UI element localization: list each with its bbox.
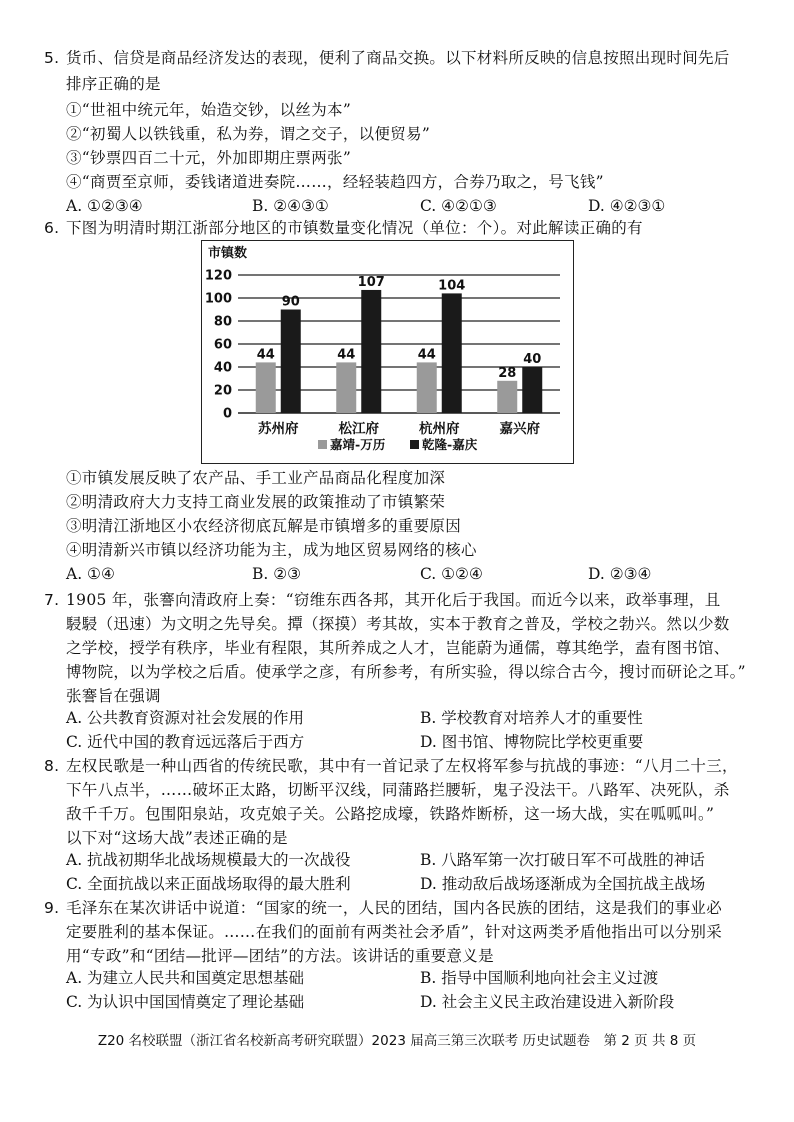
question-stem: 张謇旨在强调 xyxy=(66,687,161,705)
legend-label: 嘉靖-万历 xyxy=(330,437,386,452)
option-b[interactable]: B. 八路军第一次打破日军不可战胜的神话 xyxy=(420,851,705,869)
question-number: 7. xyxy=(44,591,60,609)
question-stem: 敌千千万。包围阳泉站，攻克娘子关。公路挖成壕，铁路炸断桥，这一场大战，实在呱呱叫。” xyxy=(66,805,715,823)
y-tick-label: 40 xyxy=(213,360,232,376)
question-stem: 1905 年，张謇向清政府上奏：“窃维东西各邦，其开化后于我国。而近今以来，政举事理，且 xyxy=(66,591,721,609)
bar xyxy=(281,310,301,414)
data-label: 28 xyxy=(498,365,517,381)
option-c[interactable]: C. 近代中国的教育远远落后于西方 xyxy=(66,733,305,751)
option-d[interactable]: D. 社会主义民主政治建设进入新阶段 xyxy=(420,993,675,1011)
option-d[interactable]: D. 推动敌后战场逐渐成为全国抗战主战场 xyxy=(420,875,706,893)
bar-chart-svg xyxy=(202,241,573,463)
question-stem: 排序正确的是 xyxy=(66,75,161,93)
bar xyxy=(336,362,356,413)
option-a[interactable]: A. 抗战初期华北战场规模最大的一次战役 xyxy=(66,851,351,869)
data-label: 90 xyxy=(281,294,300,310)
x-tick-label: 杭州府 xyxy=(419,421,460,437)
x-tick-label: 苏州府 xyxy=(258,421,299,437)
material-item: ③“钞票四百二十元，外加即期庄票两张” xyxy=(66,149,352,167)
question-stem: 用“专政”和“团结—批评—团结”的方法。该讲话的重要意义是 xyxy=(66,947,494,965)
legend-swatch xyxy=(318,440,327,449)
question-stem: 駸駸（迅速）为文明之先导矣。撢（探摸）考其故，实本于教育之普及，学校之勃兴。然以少数 xyxy=(66,615,730,633)
question-stem: 毛泽东在某次讲话中说道：“国家的统一，人民的团结，国内各民族的团结，这是我们的事业必 xyxy=(66,899,723,917)
question-number: 8. xyxy=(44,757,60,775)
data-label: 44 xyxy=(417,347,436,363)
y-tick-label: 60 xyxy=(213,337,232,353)
option-c[interactable]: C. 为认识中国国情奠定了理论基础 xyxy=(66,993,305,1011)
option-a[interactable]: A. ①②③④ xyxy=(66,197,143,215)
data-label: 40 xyxy=(523,352,542,367)
question-number: 6. xyxy=(44,219,60,237)
data-label: 104 xyxy=(438,278,466,294)
statement-item: ③明清江浙地区小农经济彻底瓦解是市镇增多的重要原因 xyxy=(66,517,462,535)
material-item: ④“商贾至京师，委钱诸道进奏院……，经轻装趋四方，合券乃取之，号飞钱” xyxy=(66,173,604,191)
statement-item: ④明清新兴市镇以经济功能为主，成为地区贸易网络的核心 xyxy=(66,541,477,559)
y-tick-label: 0 xyxy=(222,406,232,422)
option-b[interactable]: B. ②③ xyxy=(252,565,302,583)
legend-swatch xyxy=(410,440,419,449)
option-d[interactable]: D. ④②③① xyxy=(588,197,666,215)
bar xyxy=(522,367,542,413)
option-b[interactable]: B. 指导中国顺利地向社会主义过渡 xyxy=(420,969,659,987)
option-a[interactable]: A. 为建立人民共和国奠定思想基础 xyxy=(66,969,305,987)
question-number: 9. xyxy=(44,899,60,917)
question-stem: 之学校，授学有秩序，毕业有程限，其所养成之人才，岂能蔚为通儒，尊其绝学，盍有图书馆、 xyxy=(66,639,730,657)
market-town-chart xyxy=(201,240,574,464)
option-c[interactable]: C. ④②①③ xyxy=(420,197,497,215)
bar xyxy=(256,362,276,413)
y-tick-label: 80 xyxy=(213,314,232,330)
bar xyxy=(442,293,462,413)
y-tick-label: 100 xyxy=(204,291,232,307)
question-stem: 定要胜利的基本保证。……在我们的面前有两类社会矛盾”，针对这两类矛盾他指出可以分别采 xyxy=(66,923,723,941)
page-footer: Z20 名校联盟（浙江省名校新高考研究联盟）2023 届高三第三次联考 历史试题卷 第 2 页 共 8 页 xyxy=(97,1033,697,1049)
option-c[interactable]: C. ①②④ xyxy=(420,565,483,583)
material-item: ①“世祖中统元年，始造交钞，以丝为本” xyxy=(66,101,352,119)
question-stem: 左权民歌是一种山西省的传统民歌，其中有一首记录了左权将军参与抗战的事迹：“八月二十三， xyxy=(66,757,738,775)
x-tick-label: 松江府 xyxy=(338,421,379,437)
option-b[interactable]: B. 学校教育对培养人才的重要性 xyxy=(420,709,643,727)
bar xyxy=(361,290,381,413)
option-c[interactable]: C. 全面抗战以来正面战场取得的最大胜利 xyxy=(66,875,351,893)
option-a[interactable]: A. 公共教育资源对社会发展的作用 xyxy=(66,709,305,727)
data-label: 107 xyxy=(357,274,385,290)
bar xyxy=(497,381,517,413)
option-d[interactable]: D. 图书馆、博物院比学校更重要 xyxy=(420,733,644,751)
question-number: 5. xyxy=(44,49,60,67)
question-stem: 货币、信贷是商品经济发达的表现，便利了商品交换。以下材料所反映的信息按照出现时间先后 xyxy=(66,49,730,67)
y-tick-label: 120 xyxy=(204,268,232,284)
material-item: ②“初蜀人以铁钱重，私为券，谓之交子，以便贸易” xyxy=(66,125,431,143)
option-b[interactable]: B. ②④③① xyxy=(252,197,329,215)
bar xyxy=(417,362,437,413)
data-label: 44 xyxy=(256,347,275,363)
question-stem: 以下对“这场大战”表述正确的是 xyxy=(66,829,288,847)
option-a[interactable]: A. ①④ xyxy=(66,565,115,583)
y-axis-label: 市镇数 xyxy=(208,246,248,261)
statement-item: ①市镇发展反映了农产品、手工业产品商品化程度加深 xyxy=(66,469,446,487)
question-stem: 下图为明清时期江浙部分地区的市镇数量变化情况（单位：个）。对此解读正确的有 xyxy=(66,219,643,237)
legend-label: 乾隆-嘉庆 xyxy=(422,437,478,452)
data-label: 44 xyxy=(337,347,356,363)
y-tick-label: 20 xyxy=(213,383,232,399)
statement-item: ②明清政府大力支持工商业发展的政策推动了市镇繁荣 xyxy=(66,493,446,511)
x-tick-label: 嘉兴府 xyxy=(499,421,540,437)
question-stem: 博物院，以为学校之后盾。使承学之彦，有所参考，有所实验，得以综合古今，搜讨而研论之耳。” xyxy=(66,663,746,681)
question-stem: 下午八点半，……破坏正太路，切断平汉线，同蒲路拦腰斩，鬼子没法干。八路军、决死队，杀 xyxy=(66,781,730,799)
option-d[interactable]: D. ②③④ xyxy=(588,565,652,583)
